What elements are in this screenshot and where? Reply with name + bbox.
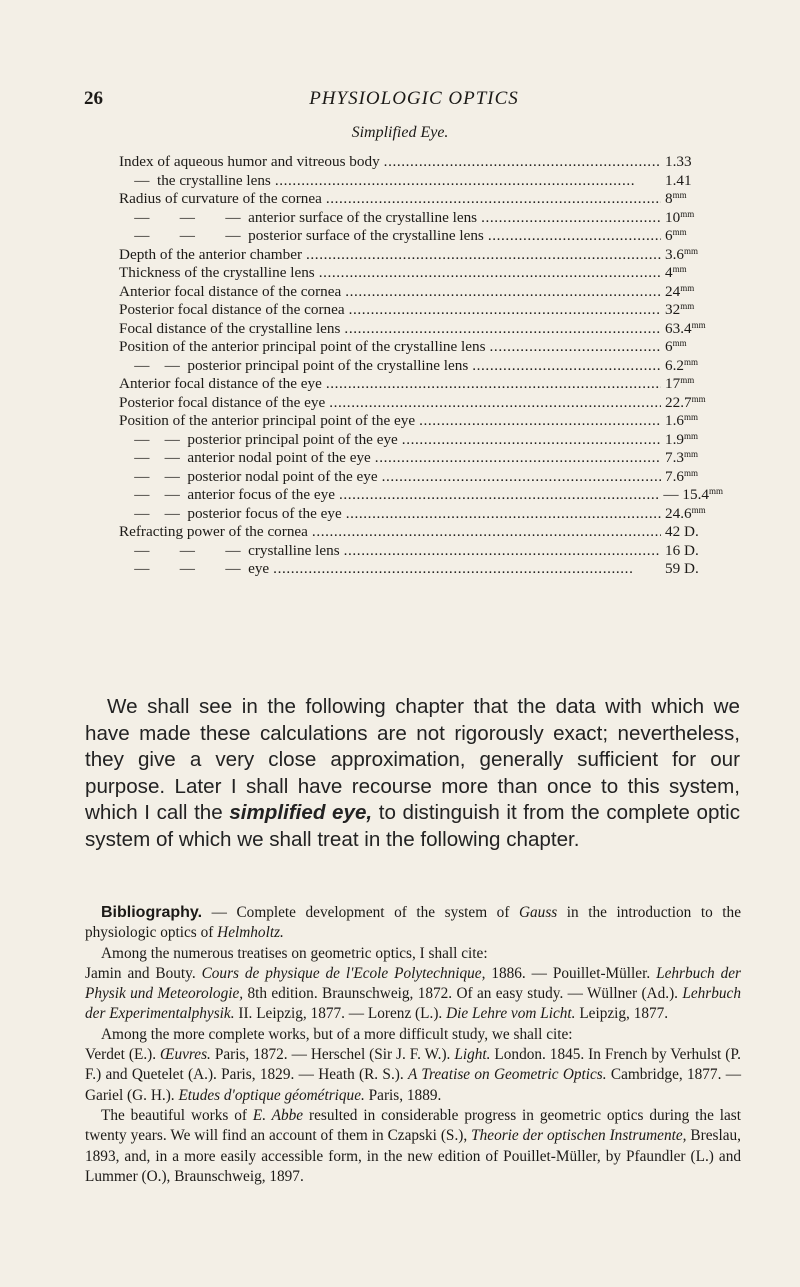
leader-dots	[275, 172, 661, 190]
table-row	[119, 190, 723, 209]
row-value-number: 42 D.	[665, 523, 699, 540]
row-value-unit: mm	[680, 301, 695, 311]
row-label: Index of aqueous humor and vitreous body	[119, 153, 380, 170]
bibliography-intro	[85, 903, 741, 944]
row-label: Posterior focal distance of the eye	[119, 393, 326, 411]
row-value-unit: mm	[680, 282, 695, 293]
row-value	[665, 560, 723, 578]
bibliography	[85, 903, 741, 1187]
table-row	[119, 227, 723, 246]
row-value-unit: mm	[680, 208, 695, 219]
bib-paragraph-6	[85, 1106, 741, 1187]
bib-text: Paris, 1889.	[364, 1086, 442, 1104]
bib-text: 8th edition. Braunschweig, 1872. Of an easy study. — Wüllner (Ad.).	[243, 985, 683, 1003]
row-value	[665, 375, 723, 393]
table-row	[119, 542, 723, 561]
row-label: — — — eye	[119, 560, 270, 577]
row-value-number: 22.7	[665, 393, 692, 411]
row-value	[665, 209, 723, 227]
row-label: Posterior focal distance of the cornea	[119, 301, 345, 318]
table-row	[119, 357, 723, 376]
running-title: PHYSIOLOGIC OPTICS	[309, 88, 519, 109]
row-value	[665, 227, 723, 245]
simplified-eye-table	[119, 153, 723, 579]
row-value	[665, 542, 723, 560]
table-row	[119, 431, 723, 450]
bib-title: Œuvres.	[160, 1046, 211, 1064]
row-value-number: 1.33	[665, 153, 692, 170]
body-paragraph	[85, 694, 740, 853]
row-label: — — posterior nodal point of the eye	[119, 467, 378, 485]
row-value	[665, 338, 723, 356]
table-row	[119, 172, 723, 191]
row-value	[665, 264, 723, 282]
row-label: Focal distance of the crystalline lens	[119, 319, 341, 337]
row-label: Position of the anterior principal point of the crystalline lens	[119, 338, 486, 355]
leader-dots	[326, 375, 661, 393]
leader-dots	[273, 560, 661, 578]
leader-dots	[349, 301, 661, 319]
row-value-unit: mm	[672, 227, 687, 237]
table-row	[119, 301, 723, 320]
leader-dots	[472, 357, 661, 375]
bib-text: resulted in considerable progress in geometric optics during the last twenty years. We will find an account of them in Czapski (S.),	[85, 1106, 741, 1145]
bib-text: Jamin and Bouty.	[85, 964, 202, 982]
table-row	[119, 560, 723, 579]
bib-text: — Complete development of the system of	[202, 904, 519, 921]
table-row	[119, 412, 723, 431]
row-value	[665, 301, 723, 319]
row-value-number: — 15.4	[663, 486, 709, 503]
leader-dots	[312, 523, 661, 541]
bib-text: Verdet (E.).	[85, 1046, 161, 1064]
bib-title: Lehrbuch der Physik und Meteorologie,	[85, 964, 741, 1003]
row-value-number: 24.6	[665, 504, 692, 522]
table-row	[119, 338, 723, 357]
row-value	[665, 431, 723, 449]
leader-dots	[382, 468, 661, 486]
row-label: — — posterior principal point of the crystalline lens	[119, 356, 469, 374]
row-value-number: 6	[665, 227, 673, 244]
row-value-number: 1.9	[665, 430, 684, 448]
row-label: Anterior focal distance of the cornea	[119, 282, 342, 300]
row-value	[665, 523, 723, 541]
row-value-unit: mm	[683, 430, 698, 441]
row-value-number: 1.6	[665, 412, 684, 429]
row-label: Radius of curvature of the cornea	[119, 190, 322, 207]
leader-dots	[339, 486, 659, 504]
table-row	[119, 505, 723, 524]
row-value-unit: mm	[691, 319, 706, 330]
row-value	[663, 486, 723, 504]
row-label: — — posterior principal point of the eye	[119, 430, 398, 448]
row-value	[665, 190, 723, 208]
row-value	[665, 172, 723, 190]
row-label: — — — posterior surface of the crystalline lens	[119, 227, 484, 244]
row-value	[665, 357, 723, 375]
table-row	[119, 523, 723, 542]
bib-author-abbe: E. Abbe	[252, 1106, 304, 1124]
row-label: — — anterior nodal point of the eye	[119, 449, 371, 466]
row-label: Depth of the anterior chamber	[119, 245, 303, 263]
row-value-number: 17	[665, 375, 681, 392]
leader-dots	[384, 153, 661, 171]
row-value	[665, 283, 723, 301]
row-value	[665, 153, 723, 171]
leader-dots	[490, 338, 661, 356]
row-label: — — posterior focus of the eye	[119, 504, 342, 522]
row-value-number: 7.3	[665, 449, 684, 466]
row-label: Position of the anterior principal point of the eye	[119, 412, 416, 429]
row-value-number: 4	[665, 264, 673, 281]
row-value-unit: mm	[708, 486, 723, 496]
row-value-unit: mm	[672, 264, 687, 274]
bib-paragraph-4: Among the more complete works, but of a more difficult study, we shall cite:	[101, 1025, 573, 1043]
row-value-unit: mm	[683, 245, 698, 256]
row-value-number: 59 D.	[665, 560, 699, 577]
leader-dots	[346, 505, 661, 523]
row-value	[665, 468, 723, 486]
page-header	[84, 88, 744, 114]
body-text-part1: We shall see in the following chapter that the data with which we have made these calculations are not rigorously exact; nevertheless, they give a very close approximation, generally sufficient for our purpose. Later I shall have recourse more than once to this system, which I call the	[85, 695, 740, 824]
leader-dots	[375, 449, 661, 467]
table-row	[119, 246, 723, 265]
bib-title: Light.	[454, 1046, 491, 1064]
row-value	[665, 505, 723, 523]
row-label: — — — crystalline lens	[119, 541, 340, 559]
bib-paragraph-5	[85, 1045, 741, 1106]
leader-dots	[344, 542, 661, 560]
bib-paragraph-3	[85, 964, 741, 1025]
row-value-unit: mm	[683, 356, 698, 367]
table-row	[119, 209, 723, 228]
row-label: — — — anterior surface of the crystalline lens	[119, 208, 478, 226]
row-value-unit: mm	[683, 467, 698, 478]
leader-dots	[344, 320, 661, 338]
bib-text: Paris, 1872. — Herschel (Sir J. F. W.).	[210, 1046, 455, 1064]
row-value-unit: mm	[691, 504, 706, 515]
row-value-number: 24	[665, 282, 681, 300]
row-value-unit: mm	[683, 412, 698, 422]
row-label: Anterior focal distance of the eye	[119, 375, 322, 392]
bib-author-helmholtz: Helmholtz.	[217, 924, 284, 942]
row-value-number: 6.2	[665, 356, 684, 374]
leader-dots	[419, 412, 661, 430]
bibliography-heading: Bibliography.	[101, 904, 203, 921]
row-value-number: 6	[665, 338, 673, 355]
row-value-number: 10	[665, 208, 681, 226]
row-value-number: 7.6	[665, 467, 684, 485]
table-row	[119, 486, 723, 505]
body-text-part2: to distinguish it from the complete optic system of which we shall treat in the following chapter.	[85, 801, 740, 851]
row-value-number: 32	[665, 301, 681, 318]
table-row	[119, 153, 723, 172]
table-row	[119, 468, 723, 487]
row-value	[665, 394, 723, 412]
row-value-number: 1.41	[665, 171, 692, 189]
leader-dots	[326, 190, 661, 208]
bib-author-gauss: Gauss	[518, 904, 558, 921]
bib-text: The beautiful works of	[101, 1106, 253, 1124]
bib-title: Cours de physique de l'Ecole Polytechnique,	[201, 964, 486, 982]
bib-text: London. 1845. In French by Verhulst (P. F.) and Quetelet (A.). Paris, 1829. — Heath (R. S.).	[85, 1046, 741, 1084]
row-value-number: 63.4	[665, 319, 692, 337]
leader-dots	[319, 264, 661, 282]
bib-title: Theorie der optischen Instrumente,	[471, 1127, 687, 1145]
bib-paragraph-2: Among the numerous treatises on geometric optics, I shall cite:	[101, 944, 488, 962]
bib-title: Etudes d'optique géométrique.	[178, 1086, 365, 1104]
row-value	[665, 320, 723, 338]
bib-text: Cambridge, 1877. — Gariel (G. H.).	[85, 1066, 741, 1104]
bib-title: A Treatise on Geometric Optics.	[407, 1066, 607, 1084]
bib-text: in the introduction to the physiologic optics of	[85, 904, 741, 942]
bib-text: Breslau, 1893, and, in a more easily accessible form, in the new edition of Pouillet-Müller, by Pfaundler (L.) and Lummer (O.), Braunschweig, 1897.	[85, 1127, 741, 1185]
table-row	[119, 375, 723, 394]
row-value-unit: mm	[691, 393, 706, 404]
leader-dots	[488, 227, 661, 245]
row-value-unit: mm	[672, 338, 687, 348]
row-label: Thickness of the crystalline lens	[119, 264, 315, 281]
bib-text: II. Leipzig, 1877. — Lorenz (L.).	[234, 1005, 447, 1023]
bib-title: Die Lehre vom Licht.	[446, 1005, 576, 1023]
row-label: — — anterior focus of the eye	[119, 486, 335, 503]
row-value	[665, 449, 723, 467]
row-value-number: 16 D.	[665, 541, 699, 559]
row-value	[665, 246, 723, 264]
body-emphasis: simplified eye,	[229, 801, 373, 824]
table-row	[119, 449, 723, 468]
bib-text: Leipzig, 1877.	[575, 1005, 669, 1023]
leader-dots	[402, 431, 661, 449]
bib-title: Lehrbuch der Experimentalphysik.	[85, 985, 741, 1023]
table-row	[119, 394, 723, 413]
row-value	[665, 412, 723, 430]
table-row	[119, 320, 723, 339]
table-row	[119, 264, 723, 283]
row-label: — the crystalline lens	[119, 171, 271, 189]
table-subtitle: Simplified Eye.	[351, 124, 449, 141]
table-row	[119, 283, 723, 302]
page-number: 26	[84, 88, 103, 109]
leader-dots	[345, 283, 661, 301]
leader-dots	[481, 209, 661, 227]
row-value-unit: mm	[672, 190, 687, 200]
leader-dots	[329, 394, 661, 412]
bib-text: 1886. — Pouillet-Müller.	[485, 964, 657, 982]
row-label: Refracting power of the cornea	[119, 523, 308, 540]
row-value-unit: mm	[683, 449, 698, 459]
row-value-unit: mm	[680, 375, 695, 385]
leader-dots	[306, 246, 661, 264]
row-value-number: 8	[665, 190, 673, 207]
row-value-number: 3.6	[665, 245, 684, 263]
